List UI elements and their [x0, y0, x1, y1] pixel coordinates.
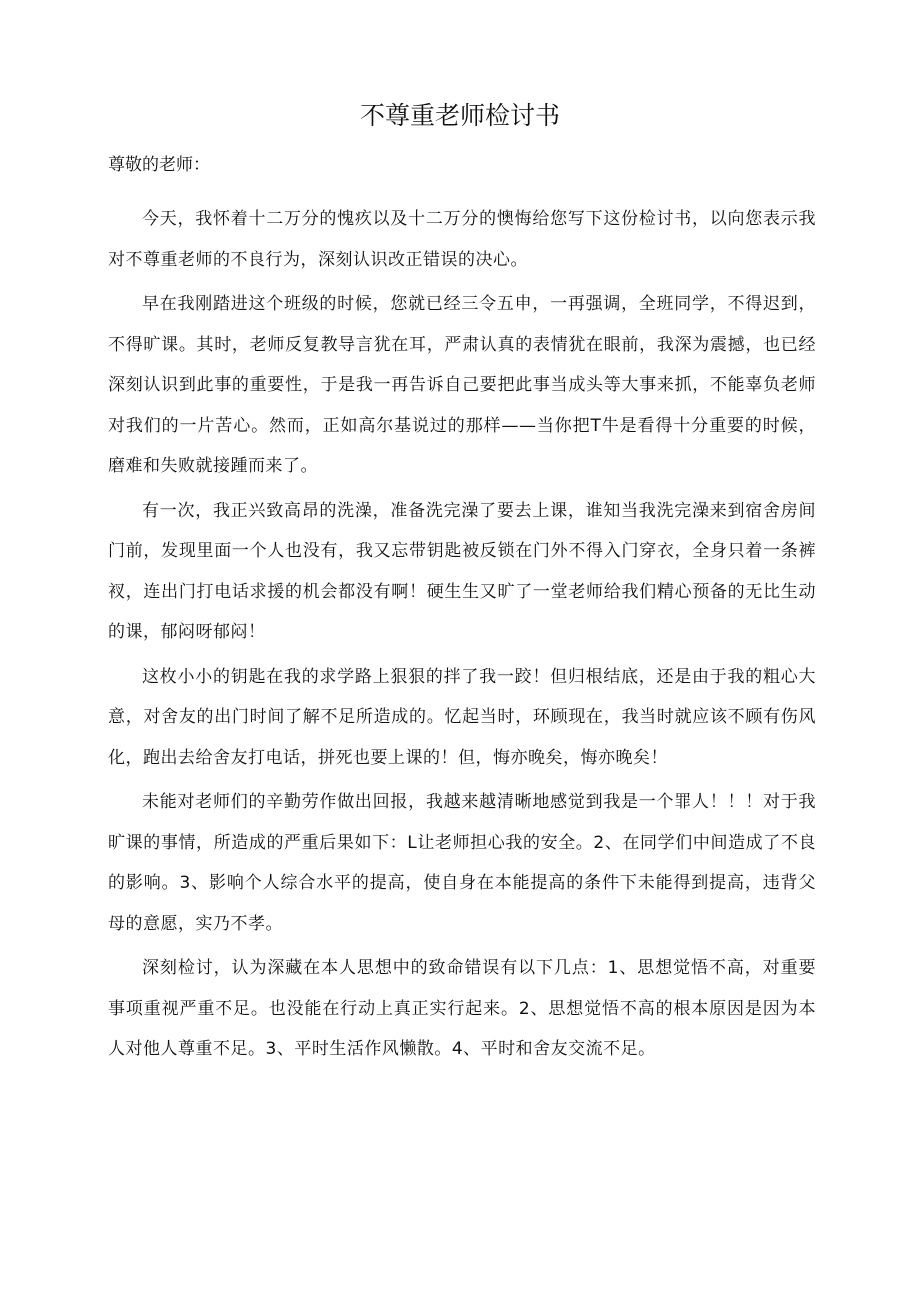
paragraph-2: 早在我刚踏进这个班级的时候，您就已经三令五申，一再强调，全班同学，不得迟到，不得旷课。其时，老师反复教导言犹在耳，严肃认真的表情犹在眼前，我深为震撼，也已经深刻认识到此事的重要性，于是我一再告诉自己要把此事当成头等大事来抓，不能辜负老师对我们的一片苦心。然而，正如高尔基说过的那样——当你把T牛是看得十分重要的时候，磨难和失败就接踵而来了。 — [108, 294, 816, 476]
paragraph-5: 未能对老师们的辛勤劳作做出回报，我越来越清晰地感觉到我是一个罪人！！！对于我旷课的事情，所造成的严重后果如下：L让老师担心我的安全。2、在同学们中间造成了不良的影响。3、影响个人综合水平的提高，使自身在本能提高的条件下未能得到提高，违背父母的意愿，实乃不孝。 — [108, 792, 816, 934]
paragraph-3: 有一次，我正兴致高昂的洗澡，准备洗完澡了要去上课，谁知当我洗完澡来到宿舍房间门前，发现里面一个人也没有，我又忘带钥匙被反锁在门外不得入门穿衣，全身只着一条裤衩，连出门打电话求援的机会都没有啊！硬生生又旷了一堂老师给我们精心预备的无比生动的课，郁闷呀郁闷！ — [108, 500, 816, 642]
paragraph-4: 这枚小小的钥匙在我的求学路上狠狠的拌了我一跤！但归根结底，还是由于我的粗心大意，对舍友的出门时间了解不足所造成的。忆起当时，环顾现在，我当时就应该不顾有伤风化，跑出去给舍友打电话，拼死也要上课的！但，悔亦晚矣，悔亦晚矣！ — [108, 666, 816, 768]
document-title: 不尊重老师检讨书 — [359, 101, 560, 130]
paragraph-6: 深刻检讨，认为深藏在本人思想中的致命错误有以下几点：1、思想觉悟不高，对重要事项重视严重不足。也没能在行动上真正实行起来。2、思想觉悟不高的根本原因是因为本人对他人尊重不足。3、平时生活作风懒散。4、平时和舍友交流不足。 — [108, 958, 816, 1059]
document-body — [108, 199, 816, 1074]
paragraph-1: 今天，我怀着十二万分的愧疚以及十二万分的懊悔给您写下这份检讨书，以向您表示我对不尊重老师的不良行为，深刻认识改正错误的决心。 — [108, 209, 816, 270]
greeting: 尊敬的老师： — [108, 155, 210, 175]
